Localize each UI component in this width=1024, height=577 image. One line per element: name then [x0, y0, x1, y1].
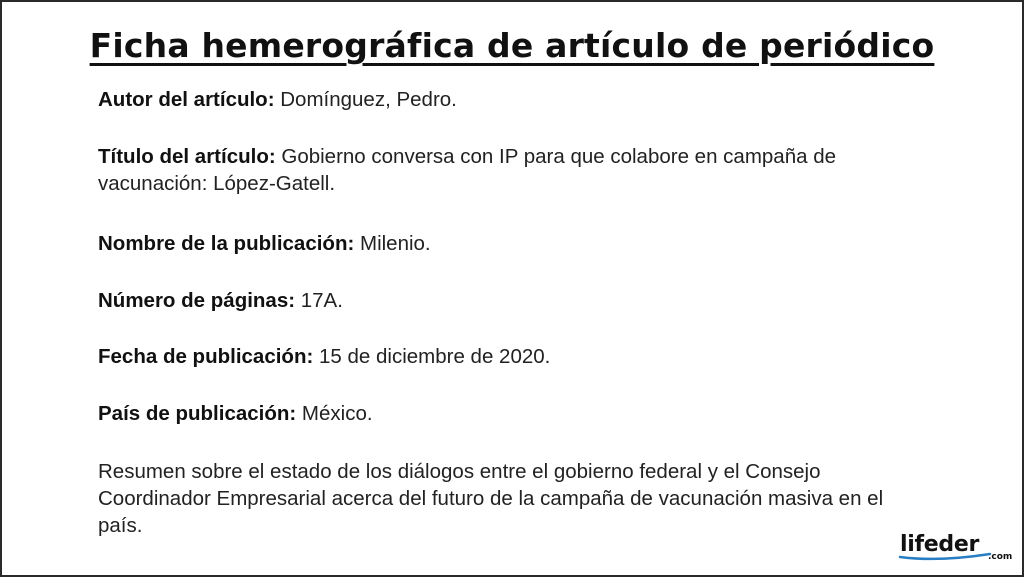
logo-wordmark: lifeder	[900, 532, 979, 557]
logo-swoosh-icon	[898, 552, 994, 562]
field-publication-date-label: Fecha de publicación:	[98, 345, 314, 368]
summary-text: Resumen sobre el estado de los diálogos entre el gobierno federal y el Consejo Coordinador Empresarial acerca del futuro de la campaña de vacunación masiva en el país.	[98, 460, 884, 537]
field-author-label: Autor del artículo:	[98, 88, 275, 111]
page-title-text: Ficha hemerográfica de artículo de periódico	[89, 26, 935, 65]
lifeder-logo	[900, 532, 1013, 562]
field-author-value: Domínguez, Pedro.	[274, 88, 457, 111]
field-article-title	[98, 143, 928, 197]
field-publication-name-value: Milenio.	[354, 232, 431, 255]
field-page-count	[98, 287, 928, 314]
page-title	[2, 24, 1022, 68]
field-page-count-value: 17A.	[295, 289, 343, 312]
field-publication-country-label: País de publicación:	[98, 402, 297, 425]
field-page-count-label: Número de páginas:	[98, 289, 296, 312]
summary-paragraph	[98, 458, 928, 539]
field-publication-country-value: México.	[296, 402, 373, 425]
field-publication-country	[98, 400, 928, 427]
field-publication-name	[98, 230, 928, 257]
field-publication-name-label: Nombre de la publicación:	[98, 232, 355, 255]
field-author	[98, 86, 928, 113]
logo-suffix: .com	[988, 552, 1013, 562]
field-publication-date	[98, 343, 928, 370]
field-article-title-value: Gobierno conversa con IP para que colabore en campaña de vacunación: López-Gatell.	[98, 145, 836, 195]
field-publication-date-value: 15 de diciembre de 2020.	[313, 345, 551, 368]
field-article-title-label: Título del artículo:	[98, 145, 276, 168]
